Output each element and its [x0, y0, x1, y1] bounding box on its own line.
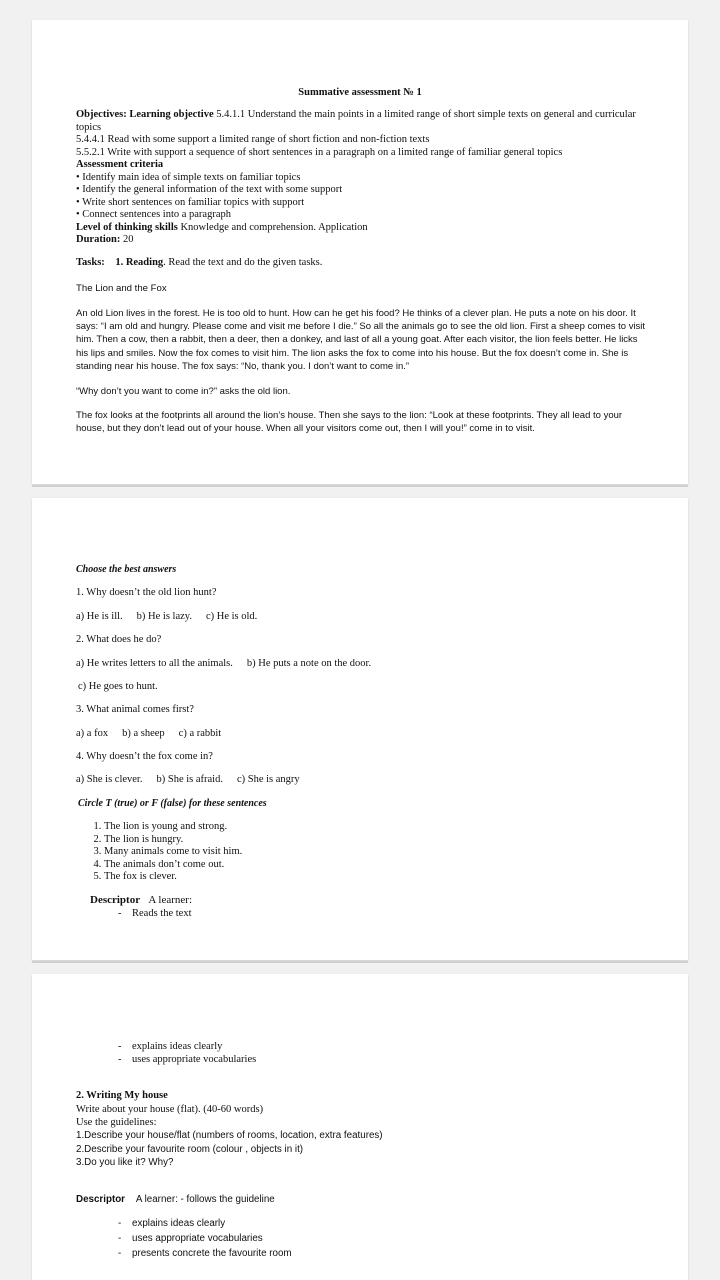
option: c) She is angry	[236, 774, 300, 785]
tasks-label: Tasks:	[76, 257, 105, 268]
story-title: The Lion and the Fox	[76, 283, 167, 294]
list-item: - Reads the text	[118, 908, 191, 919]
list-item: 2. The lion is hungry.	[104, 834, 242, 847]
assessment-meta	[76, 109, 646, 247]
descriptor-line	[76, 1194, 275, 1205]
duration-label: Duration:	[76, 234, 121, 245]
document-page-2	[32, 498, 688, 960]
option: b) She is afraid.	[156, 774, 223, 785]
question-3-options	[76, 728, 658, 739]
descriptor-label: Descriptor	[76, 1194, 125, 1205]
question-4: 4. Why doesn’t the fox come in?	[76, 751, 213, 762]
option: a) a fox	[76, 728, 109, 739]
document-page-3	[32, 974, 688, 1280]
option: b) a sheep	[122, 728, 165, 739]
thinking-value: Knowledge and comprehension. Application	[180, 221, 368, 233]
page-divider	[32, 485, 688, 487]
story-paragraph-1: An old Lion lives in the forest. He is too old to hunt. How can he get his food? He thinks of a clever plan. He puts a note on his door. It says: “I am old and hungry. Please come and visit me before I die.” So all the animals go to see the old lion. First a sheep comes to visit him. Then a cow, then a rabbit, then a deer, then a donkey, and last of all a young goat. After each visitor, the lion feels better. He licks his lips and smiles. Now the fox comes to visit him. The lion asks the fox to come into his house. But the fox doesn’t come in. She is standing near his house. The fox says: “No, thank you. I don’t want to come in.”	[76, 308, 646, 372]
objectives-label: Objectives: Learning objective	[76, 109, 214, 120]
question-2-option-c: c) He goes to hunt.	[78, 681, 158, 692]
duration-line	[76, 234, 646, 247]
thinking-label: Level of thinking skills	[76, 221, 178, 233]
thinking-skills-line	[76, 222, 646, 235]
option: c) He is old.	[205, 611, 258, 622]
option: b) He puts a note on the door.	[246, 658, 372, 669]
objective-line-1	[76, 109, 646, 134]
writing-line: Use the guidelines:	[76, 1117, 157, 1129]
option: c) a rabbit	[178, 728, 222, 739]
criteria-label	[76, 159, 646, 172]
criteria-item: • Identify main idea of simple texts on familiar topics	[76, 171, 301, 183]
writing-line: 2.Describe your favourite room (colour , objects in it)	[76, 1143, 304, 1155]
question-1-options	[76, 611, 658, 622]
page-divider	[32, 961, 688, 963]
option: a) She is clever.	[76, 774, 143, 785]
criteria-item: • Connect sentences into a paragraph	[76, 209, 231, 220]
writing-line: 1.Describe your house/flat (numbers of rooms, location, extra features)	[76, 1130, 383, 1142]
criteria-heading: Assessment criteria	[76, 159, 164, 170]
question-2-options	[76, 658, 658, 669]
true-false-heading: Circle T (true) or F (false) for these sentences	[78, 798, 267, 809]
page-title: Summative assessment № 1	[298, 87, 422, 98]
descriptor-list	[118, 1216, 292, 1261]
choose-heading: Choose the best answers	[76, 564, 177, 575]
descriptor-list	[118, 1040, 256, 1066]
question-3: 3. What animal comes first?	[76, 704, 194, 715]
criteria-item: • Identify the general information of the text with some support	[76, 184, 343, 195]
question-4-options	[76, 774, 658, 785]
list-item: 1. The lion is young and strong.	[104, 821, 242, 834]
question-2: 2. What does he do?	[76, 634, 162, 645]
descriptor-learner: A learner:	[148, 894, 193, 906]
list-item: - explains ideas clearly	[118, 1040, 256, 1053]
list-item: - explains ideas clearly	[118, 1216, 292, 1231]
writing-line: Write about your house (flat). (40-60 words)	[76, 1104, 264, 1115]
option: a) He is ill.	[76, 611, 123, 622]
tasks-line	[76, 257, 646, 268]
list-item: - uses appropriate vocabularies	[118, 1231, 292, 1246]
option: a) He writes letters to all the animals.	[76, 658, 233, 669]
true-false-list	[90, 821, 242, 884]
tasks-reading: 1. Reading	[115, 257, 164, 268]
story-paragraph-2: “Why don’t you want to come in?” asks the old lion.	[76, 386, 291, 397]
story-paragraph-3: The fox looks at the footprints all around the lion’s house. Then she says to the lion: “Look at these footprints. They all lead to your house, but they don’t lead out of your house. When all your visitors come out, then I will you!” come in to visit.	[76, 410, 623, 435]
objective-1: 5.4.1.1 Understand the main points in a limited range of short simple texts on general and curricular topics	[76, 109, 636, 133]
writing-line: 3.Do you like it? Why?	[76, 1156, 174, 1168]
document-page-1	[32, 20, 688, 484]
list-item: 5. The fox is clever.	[104, 871, 242, 884]
question-1: 1. Why doesn’t the old lion hunt?	[76, 587, 217, 598]
descriptor-line	[90, 894, 192, 906]
objective-3: 5.5.2.1 Write with support a sequence of short sentences in a paragraph on a limited range of familiar general topics	[76, 146, 563, 158]
list-item: - presents concrete the favourite room	[118, 1246, 292, 1261]
list-item: 4. The animals don’t come out.	[104, 859, 242, 872]
criteria-item: • Write short sentences on familiar topics with support	[76, 196, 305, 208]
descriptor-learner: A learner: - follows the guideline	[135, 1194, 275, 1205]
option: b) He is lazy.	[136, 611, 192, 622]
objective-2: 5.4.4.1 Read with some support a limited range of short fiction and non-fiction texts	[76, 134, 430, 145]
duration-value: 20	[122, 234, 134, 245]
writing-guidelines	[76, 1103, 658, 1169]
list-item: - uses appropriate vocabularies	[118, 1053, 256, 1066]
writing-heading: 2. Writing My house	[76, 1090, 168, 1101]
descriptor-label: Descriptor	[90, 894, 141, 906]
descriptor-list	[118, 908, 191, 919]
tasks-reading-instruction: . Read the text and do the given tasks.	[163, 257, 323, 268]
list-item: 3. Many animals come to visit him.	[104, 846, 242, 859]
